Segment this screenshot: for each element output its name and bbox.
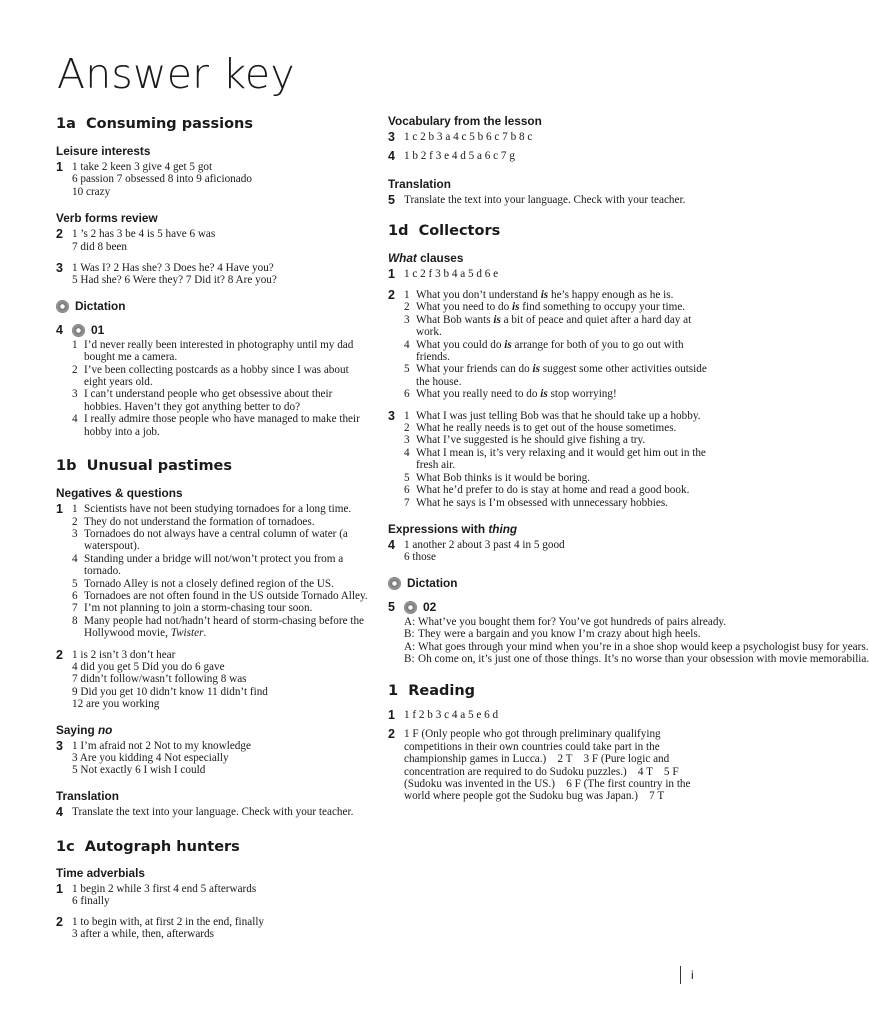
unit-title: Autograph hunters [84, 838, 240, 855]
dialogue-line [404, 616, 869, 628]
item-number: 5 [404, 363, 410, 376]
unit-1d-heading [388, 221, 710, 241]
item-text: Standing under a bridge will not/won’t protect you from a tornado. [84, 552, 344, 578]
dictation-heading [56, 299, 125, 314]
item-text: What he really needs is to get out of the house sometimes. [416, 422, 677, 435]
dialogue-text: Oh come on, it’s just one of those things. It’s no worse than your obsession with movie memorabilia. [418, 652, 869, 665]
answer-text: Translate the text into your language. Check with your teacher. [72, 805, 354, 818]
dialogue-line [404, 653, 869, 665]
answer-line: 1 c 2 f 3 b 4 a 5 d 6 e [404, 268, 499, 280]
item-text: I can’t understand people who get obsessive about their hobbies. Haven’t they got anything better to do? [84, 388, 333, 413]
answer-line: 4 did you get 5 Did you do 6 gave [72, 660, 225, 673]
heading-italic: What [388, 251, 417, 265]
item-text: Many people had not/hadn’t heard of storm-chasing before the Hollywood movie, Twister. [84, 614, 365, 640]
item-text-part: suggest some other activities outside the house. [416, 363, 707, 388]
exercise-number: 4 [388, 149, 395, 163]
unit-title: Consuming passions [85, 116, 254, 132]
exercise-4 [388, 150, 710, 163]
answer-line: 1 c 2 b 3 a 4 c 5 b 6 c 7 b 8 c [404, 131, 533, 143]
item-text-part: What your friends can do [416, 363, 533, 376]
item-text-part: What you need to do [416, 301, 513, 314]
answer-line: 5 Had she? 6 Were they? 7 Did it? 8 Are you? [72, 274, 277, 287]
exercise-number: 3 [56, 261, 63, 276]
item-text [416, 301, 710, 313]
section-heading [388, 522, 710, 537]
exercise-number: 5 [388, 599, 395, 614]
exercise-1 [56, 883, 368, 908]
item-text: What I was just telling Bob was that he should take up a hobby. [416, 409, 701, 422]
answer-line: 1 Was I? 2 Has she? 3 Does he? 4 Have you? [72, 262, 274, 275]
exercise-number: 5 [388, 193, 395, 207]
list-item [72, 413, 368, 438]
cd-icon [404, 601, 417, 614]
list-item [72, 553, 368, 578]
list-item [404, 472, 710, 484]
heading-text: Expressions with [388, 521, 489, 536]
speaker-label: A: [404, 640, 416, 653]
emphasis: is [493, 313, 501, 326]
section-heading: Negatives & questions [56, 486, 183, 501]
unit-1a-heading [56, 114, 368, 134]
dialogue-line [404, 641, 869, 653]
emphasis: is [512, 301, 520, 314]
speaker-label: B: [404, 652, 415, 665]
list-item [72, 388, 368, 413]
exercise-number: 2 [388, 727, 395, 742]
emphasis: is [532, 363, 540, 376]
list-item [404, 301, 710, 313]
exercise-number: 3 [388, 408, 395, 423]
answer-line: 1 ’s 2 has 3 be 4 is 5 have 6 was [72, 228, 216, 241]
answer-line: 1 begin 2 while 3 first 4 end 5 afterwards [72, 882, 257, 895]
item-number: 3 [72, 388, 78, 401]
answer-line: 12 are you working [72, 698, 160, 711]
exercise-3 [56, 740, 368, 777]
list-item [72, 590, 368, 602]
exercise-number: 2 [56, 914, 63, 929]
item-text: I’m not planning to join a storm-chasing tour soon. [84, 602, 313, 615]
exercise-2 [388, 728, 710, 802]
unit-title: Collectors [418, 223, 501, 239]
answer-line: 7 didn’t follow/wasn’t following 8 was [72, 673, 247, 686]
item-text [416, 289, 710, 301]
item-text-part: What Bob wants [416, 313, 494, 326]
item-number: 5 [404, 471, 410, 484]
list-item [404, 314, 710, 339]
item-number: 1 [404, 409, 410, 422]
list-item [72, 503, 368, 515]
exercise-1 [56, 503, 368, 639]
dialogue-text: They were a bargain and you know I’m crazy about high heels. [418, 628, 701, 641]
answer-line: 6 passion 7 obsessed 8 into 9 aficionado [72, 173, 252, 186]
item-number: 7 [404, 496, 410, 509]
track-number: 01 [91, 323, 105, 338]
item-text [416, 363, 710, 388]
item-number: 1 [404, 289, 410, 301]
exercise-5 [388, 599, 869, 666]
item-text: Tornado Alley is not a closely defined region of the US. [84, 577, 334, 590]
exercise-number: 3 [56, 738, 63, 753]
answer-text: Translate the text into your language. Check with your teacher. [404, 194, 686, 206]
unit-title: Unusual pastimes [86, 458, 233, 475]
unit-1b-heading [56, 456, 368, 476]
exercise-3 [388, 410, 710, 509]
exercise-number: 2 [388, 288, 395, 302]
dialogue-text: What’ve you bought them for? You’ve got hundreds of pairs already. [418, 615, 727, 628]
unit-title: Reading [408, 683, 476, 700]
left-column [56, 114, 368, 940]
right-column [388, 114, 869, 803]
heading-italic: thing [488, 521, 518, 536]
heading-italic: no [97, 722, 113, 737]
answer-line: 6 those [404, 551, 437, 564]
dictation-heading [388, 576, 457, 591]
dialogue-text: What goes through your mind when you’re in a shoe shop would keep a psychologist busy for years. [418, 640, 869, 653]
item-text-part: arrange for both of you to go out with friends. [416, 338, 684, 364]
emphasis: is [540, 289, 549, 301]
item-number: 4 [404, 446, 410, 459]
item-number: 6 [404, 484, 410, 497]
list-item [404, 410, 710, 422]
item-number: 6 [404, 388, 410, 401]
answer-line: 1 is 2 isn’t 3 don’t hear [72, 648, 176, 661]
item-text: Tornadoes do not always have a central column of water (a waterspout). [84, 527, 348, 553]
item-text: I’ve been collecting postcards as a hobby since I was about eight years old. [84, 363, 349, 389]
exercise-2 [56, 649, 368, 711]
dialogue-line [404, 628, 869, 640]
list-item [404, 289, 710, 301]
exercise-number: 1 [56, 502, 63, 517]
list-item [72, 364, 368, 389]
item-number: 4 [72, 413, 78, 426]
exercise-number: 1 [388, 708, 395, 723]
list-item [72, 528, 368, 553]
answer-line: 10 crazy [72, 185, 111, 198]
exercise-number: 2 [56, 227, 63, 242]
page-title: Answer key [57, 50, 295, 98]
section-heading: Translation [388, 177, 451, 191]
unit-number: 1b [56, 458, 77, 475]
item-text-part: stop worrying! [547, 388, 617, 401]
cd-icon [56, 300, 69, 313]
section-heading: Leisure interests [56, 144, 151, 158]
item-text: Tornadoes are not often found in the US outside Tornado Alley. [84, 589, 368, 602]
exercise-number: 4 [388, 537, 395, 552]
list-item [404, 363, 710, 388]
exercise-1 [56, 161, 368, 198]
list-item [404, 484, 710, 496]
item-text [416, 388, 710, 400]
item-number: 6 [72, 589, 78, 602]
answer-line: 7 did 8 been [72, 240, 127, 253]
item-text: I really admire those people who have managed to make their hobby into a job. [84, 413, 360, 438]
item-text-part: What you really need to do [416, 388, 541, 401]
section-heading: Dictation [75, 298, 126, 313]
item-number: 8 [72, 614, 78, 627]
item-number: 2 [404, 422, 410, 435]
list-item [404, 447, 710, 472]
unit-number: 1 [388, 683, 399, 700]
exercise-4 [56, 806, 368, 819]
list-item [404, 339, 710, 364]
list-item [404, 388, 710, 400]
item-text-part: a bit of peace and quiet after a hard day at work. [416, 313, 692, 339]
item-number: 3 [404, 434, 410, 447]
exercise-2 [388, 289, 710, 401]
list-item [72, 602, 368, 614]
exercise-number: 1 [56, 881, 63, 896]
exercise-5 [388, 194, 710, 207]
item-number: 2 [72, 363, 78, 376]
list-item [72, 578, 368, 590]
item-text-part: What you don’t understand [416, 289, 541, 301]
unit-number: 1a [56, 116, 76, 132]
item-number: 1 [72, 503, 78, 516]
item-text: I’d never really been interested in photography until my dad bought me a camera. [84, 338, 354, 364]
list-item [404, 434, 710, 446]
exercise-3 [56, 262, 368, 287]
unit-1c-heading [56, 837, 368, 857]
unit-number: 1c [56, 838, 75, 855]
exercise-1 [388, 709, 710, 722]
exercise-2 [56, 916, 368, 941]
item-number: 4 [404, 338, 410, 351]
section-heading: Vocabulary from the lesson [388, 114, 542, 128]
movie-title: Twister [170, 627, 204, 640]
section-heading [56, 723, 368, 738]
item-text-part: he’s happy enough as he is. [548, 289, 674, 301]
speaker-label: A: [404, 615, 416, 628]
section-heading: Translation [56, 788, 119, 803]
track-number: 02 [423, 600, 437, 615]
answer-line: 6 finally [72, 895, 110, 908]
list-item [72, 615, 368, 640]
answer-line: 1 another 2 about 3 past 4 in 5 good [404, 538, 565, 551]
list-item [404, 497, 710, 509]
item-text: What I mean is, it’s very relaxing and it would get him out in the fresh air. [416, 446, 706, 472]
answer-line: 1 take 2 keen 3 give 4 get 5 got [72, 161, 213, 173]
answer-line: 1 b 2 f 3 e 4 d 5 a 6 c 7 g [404, 150, 515, 162]
item-text [416, 314, 710, 339]
item-number: 1 [72, 338, 78, 351]
item-number: 5 [72, 577, 78, 590]
item-number: 7 [72, 602, 78, 615]
item-text [416, 339, 710, 364]
reading-heading [388, 681, 710, 701]
item-number: 2 [404, 301, 410, 314]
exercise-4 [388, 539, 710, 564]
item-number: 3 [72, 527, 78, 540]
item-text-part: Many people had not/hadn’t heard of storm-chasing before the Hollywood movie, [84, 614, 365, 640]
exercise-3 [388, 131, 710, 144]
answer-line: 3 Are you kidding 4 Not especially [72, 752, 229, 764]
item-number: 3 [404, 313, 410, 326]
exercise-number: 1 [388, 267, 395, 281]
item-number: 2 [72, 515, 78, 528]
emphasis: is [504, 338, 512, 351]
section-heading: Verb forms review [56, 211, 158, 226]
section-heading: Time adverbials [56, 865, 145, 880]
answer-line: 1 f 2 b 3 c 4 a 5 e 6 d [404, 709, 499, 722]
item-text: What he’d prefer to do is stay at home and read a good book. [416, 484, 690, 497]
item-text: What Bob thinks is it would be boring. [416, 471, 591, 484]
item-text: Scientists have not been studying tornadoes for a long time. [84, 503, 352, 516]
section-heading [388, 251, 710, 266]
unit-number: 1d [388, 223, 409, 239]
answer-line: 1 to begin with, at first 2 in the end, finally [72, 915, 265, 928]
section-heading: Dictation [407, 575, 458, 590]
list-item [72, 516, 368, 528]
exercise-number: 4 [56, 322, 63, 337]
answer-line: 3 after a while, then, afterwards [72, 928, 214, 941]
list-item [72, 339, 368, 364]
item-text: What he says is I’m obsessed with unnecessary hobbies. [416, 496, 668, 509]
exercise-number: 1 [56, 160, 63, 174]
cd-icon [72, 324, 85, 337]
heading-text: clauses [416, 251, 464, 265]
answer-line: 5 Not exactly 6 I wish I could [72, 764, 206, 777]
exercise-number: 4 [56, 804, 63, 819]
exercise-number: 3 [388, 130, 395, 144]
list-item [404, 422, 710, 434]
exercise-2 [56, 228, 368, 253]
answer-line: 1 I’m afraid not 2 Not to my knowledge [72, 739, 251, 752]
exercise-number: 2 [56, 647, 63, 662]
item-text-part: What you could do [416, 338, 505, 351]
answer-line: 9 Did you get 10 didn’t know 11 didn’t find [72, 685, 268, 698]
item-number: 4 [72, 552, 78, 565]
cd-icon [388, 577, 401, 590]
speaker-label: B: [404, 628, 415, 641]
exercise-4 [56, 324, 368, 438]
exercise-1 [388, 268, 710, 281]
item-text-part: find something to occupy your time. [519, 301, 686, 314]
answer-text: 1 F (Only people who got through preliminary qualifying competitions in their own countries could take part in the championship games in Lucca.) 2 T 3 F (Pure logic and concentration are required to do Sudoku puzzles.) 4 T 5 F (Sudoku was invented in the US.) 6 F (The first country in the world where people got the Sudoku bug was Japan.) 7 T [404, 728, 694, 803]
page-number: i [680, 966, 694, 984]
emphasis: is [540, 388, 548, 401]
heading-text: Saying [56, 722, 98, 737]
item-text: They do not understand the formation of tornadoes. [84, 515, 315, 528]
item-text: What I’ve suggested is he should give fishing a try. [416, 434, 646, 447]
